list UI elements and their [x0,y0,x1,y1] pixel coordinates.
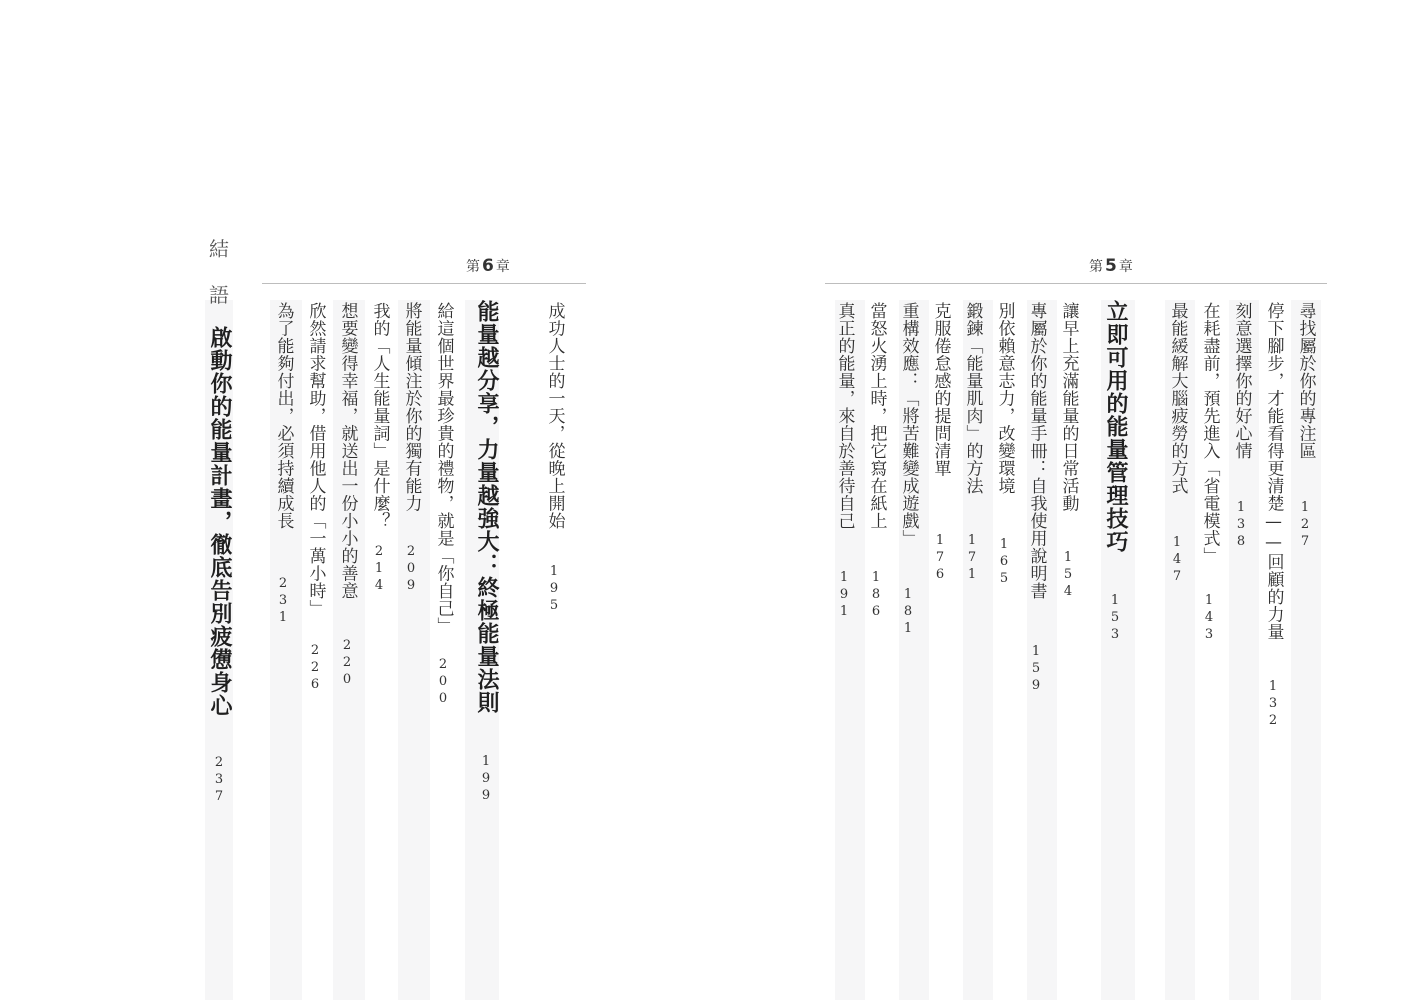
toc-entry-title: 我的「人生能量詞」是什麼？ [369,302,390,530]
toc-part-title: 立即可用的能量管理技巧 [1103,300,1128,553]
toc-entry-page: 127 [1297,499,1313,551]
conclusion-label-char-1: 結 [209,237,229,261]
toc-entry-page: 165 [996,536,1012,588]
toc-part-heading[interactable] [469,300,503,805]
toc-entry[interactable] [859,302,893,621]
toc-entry-title: 當怒火湧上時，把它寫在紙上 [866,302,887,530]
toc-entry[interactable] [1192,302,1226,644]
toc-entry[interactable] [1051,302,1085,601]
toc-entry-title: 鍛鍊「能量肌肉」的方法 [962,302,983,495]
toc-part-heading[interactable] [1098,300,1132,644]
chapter-6-label [466,256,510,276]
toc-entry-title: 真正的能量，來自於善待自己 [834,302,855,530]
chapter-5-rule [825,283,1327,284]
toc-entry-title: 克服倦怠感的提問清單 [930,302,951,477]
toc-entry[interactable] [1019,302,1053,695]
toc-entry-page: 200 [435,656,451,708]
toc-part-page: 199 [478,754,494,805]
toc-entry[interactable] [923,302,957,584]
toc-entry[interactable] [537,302,571,615]
conclusion-page: 237 [211,755,227,806]
toc-entry-title: 最能緩解大腦疲勞的方式 [1167,302,1188,495]
toc-entry[interactable] [987,302,1021,588]
toc-entry[interactable] [827,302,861,621]
toc-entry[interactable] [426,302,460,708]
toc-entry-page: 231 [275,575,291,627]
chapter-label-suffix: 章 [1118,259,1133,275]
chapter-label-suffix: 章 [495,259,510,275]
conclusion-title: 啟動你的能量計畫，徹底告別疲憊身心 [207,326,232,717]
conclusion-label-char-2: 語 [209,283,229,307]
toc-entry-title: 讓早上充滿能量的日常活動 [1058,302,1079,512]
toc-entry-title: 刻意選擇你的好心情 [1231,302,1252,460]
toc-entry[interactable] [362,302,396,595]
toc-entry-page: 226 [307,643,323,694]
right-page [705,0,1410,1000]
chapter-6-rule [262,283,586,284]
toc-entry-title: 成功人士的一天，從晚上開始 [544,302,565,530]
toc-entry-title: 重構效應：「將苦難變成遊戲」 [898,302,919,547]
toc-entry-page: 181 [900,587,916,638]
toc-entry-title: 別依賴意志力，改變環境 [994,302,1015,495]
chapter-label-prefix: 第 [1089,259,1103,275]
toc-entry-title: 將能量傾注於你的獨有能力 [401,302,422,512]
toc-entry-page: 186 [868,569,884,621]
toc-entry[interactable] [1160,302,1194,586]
toc-entry[interactable] [1224,302,1258,551]
chapter-5-label [1089,256,1133,276]
toc-entry-title: 在耗盡前，預先進入「省電模式」 [1199,302,1220,565]
toc-entry-title: 尋找屬於你的專注區 [1295,302,1316,460]
conclusion-label [206,236,232,328]
toc-entry-title: 給這個世界最珍貴的禮物，就是「你自己」 [433,302,454,635]
chapter-number: 5 [1105,256,1117,276]
toc-part-title: 能量越分享，力量越強大：終極能量法則 [474,300,499,714]
toc-entry[interactable] [955,302,989,584]
toc-entry-title: 為了能夠付出，必須持續成長 [273,302,294,530]
toc-entry-page: 209 [403,544,419,595]
toc-entry-page: 171 [964,532,980,584]
toc-entry-title: 想要變得幸福，就送出一份小小的善意 [337,302,358,600]
toc-entry[interactable] [1256,302,1290,730]
toc-entry-page: 176 [932,533,948,584]
toc-entry-page: 195 [546,563,562,615]
toc-entry[interactable] [891,302,925,638]
toc-entry-page: 154 [1060,550,1076,601]
toc-entry-title: 欣然請求幫助，借用他人的「一萬小時」 [305,302,326,617]
toc-entry-page: 191 [836,569,852,621]
toc-entry[interactable] [330,302,364,689]
toc-part-page: 153 [1107,593,1123,644]
toc-entry-page: 214 [371,543,387,595]
toc-entry[interactable] [298,302,332,694]
toc-entry[interactable] [1288,302,1322,551]
toc-entry-page: 147 [1169,534,1185,586]
conclusion-entry[interactable] [202,326,236,806]
toc-entry-title: 停下腳步，才能看得更清楚——回顧的力量 [1263,302,1284,641]
chapter-label-prefix: 第 [466,259,480,275]
chapter-number: 6 [482,256,494,276]
toc-entry-page: 143 [1201,592,1217,644]
toc-entry[interactable] [266,302,300,627]
toc-entry-page: 132 [1265,678,1281,730]
toc-entry-title: 專屬於你的能量手冊：自我使用說明書 [1026,302,1047,600]
toc-entry-page: 138 [1233,499,1249,551]
toc-entry-page: 220 [339,637,355,689]
toc-entry[interactable] [394,302,428,595]
toc-entry-page: 159 [1028,643,1044,695]
